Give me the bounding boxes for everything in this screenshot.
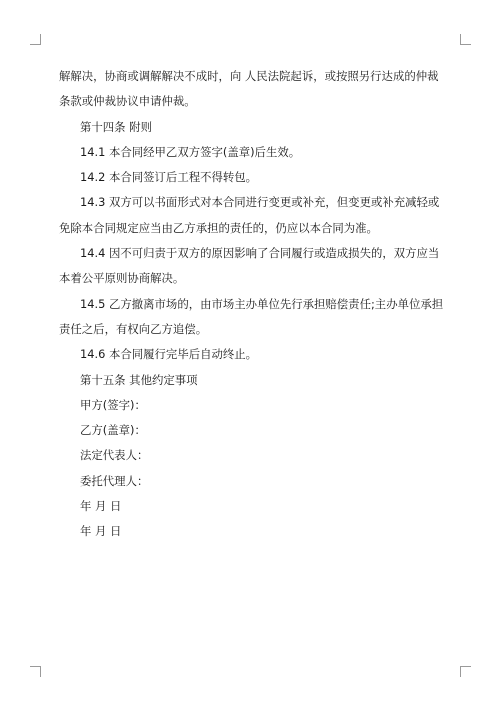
- clause-14-2: 14.2 本合同签订后工程不得转包。: [80, 170, 258, 185]
- authorized-agent-line: 委托代理人：: [80, 473, 149, 488]
- article-14-heading: 第十四条 附则: [80, 119, 152, 134]
- clause-14-3: 14.3 双方可以书面形式对本合同进行变更或补充，但变更或补充减轻或免除本合同规定应当由乙方承担的责任的，仍应以本合同为准。: [59, 195, 440, 235]
- corner-crop-mark-top-right: [460, 34, 471, 45]
- party-b-seal-line: 乙方(盖章)：: [80, 423, 146, 438]
- legal-representative-line: 法定代表人：: [80, 448, 149, 463]
- date-line: 年 月 日: [80, 524, 122, 539]
- corner-crop-mark-bottom-left: [30, 666, 41, 677]
- date-line: 年 月 日: [80, 499, 122, 514]
- clause-14-5: 14.5 乙方撤离市场的，由市场主办单位先行承担赔偿责任;主办单位承担责任之后，有权向乙方追偿。: [59, 296, 444, 336]
- clause-14-4: 14.4 因不可归责于双方的原因影响了合同履行或造成损失的，双方应当本着公平原则协商解决。: [59, 246, 440, 286]
- corner-crop-mark-top-left: [30, 34, 41, 45]
- article-15-heading: 第十五条 其他约定事项: [80, 372, 198, 387]
- corner-crop-mark-bottom-right: [460, 666, 471, 677]
- document-body: [59, 64, 445, 545]
- clause-14-6: 14.6 本合同履行完毕后自动终止。: [80, 347, 258, 362]
- paragraph-dispute-resolution: 解解决，协商或调解解决不成时，向 人民法院起诉，或按照另行达成的仲裁条款或仲裁协议申请仲裁。: [59, 69, 439, 109]
- clause-14-1: 14.1 本合同经甲乙双方签字(盖章)后生效。: [80, 144, 301, 159]
- party-a-signature-line: 甲方(签字)：: [80, 397, 146, 412]
